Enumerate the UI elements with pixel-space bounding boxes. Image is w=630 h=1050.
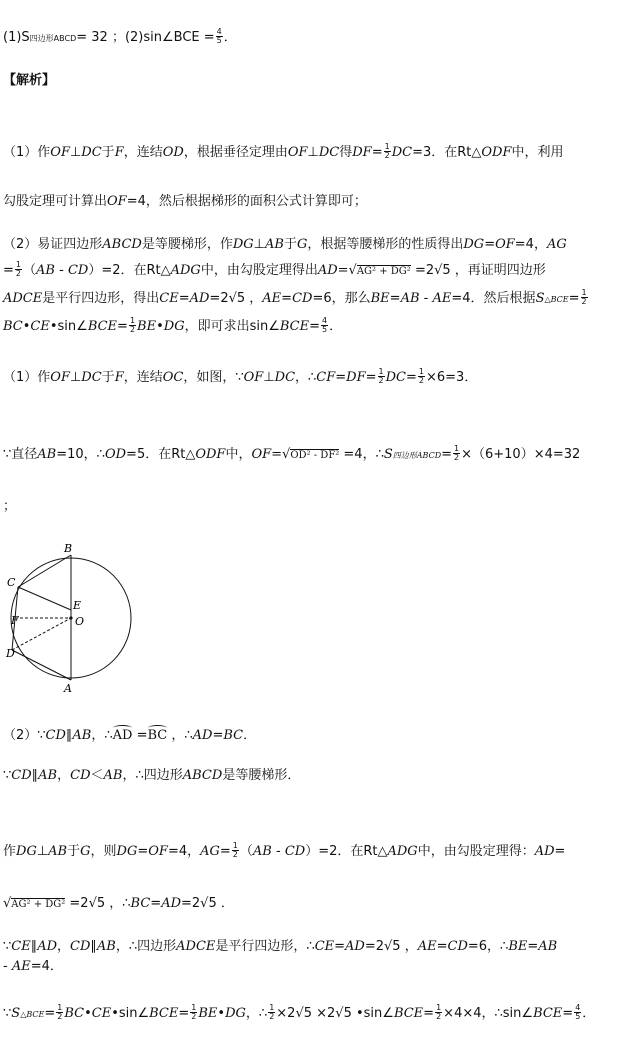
text-fragment: = [3,263,14,278]
text-fragment: = [132,728,148,743]
solution-s9 [3,1005,630,1024]
analysis-p2-line4 [3,318,630,336]
math-symbol: BC [130,896,151,911]
solution-s3 [3,727,630,745]
text-fragment: 2 [232,850,238,859]
math-symbol: AB [36,263,55,278]
label-F: F [11,614,19,627]
text-fragment: =10，∴ [56,447,105,462]
math-symbol: DC [318,145,340,160]
math-symbol: ODF [481,145,512,160]
text-fragment: ×4×4，∴sin∠ [443,1006,534,1021]
text-fragment: ∥ [30,939,38,954]
answer-line [3,29,630,48]
text-fragment: 于 [67,844,81,859]
text-fragment: ）=2．在Rt△ [88,263,171,278]
answer-part1-label: (1)S [3,30,30,45]
text-fragment: 4 [575,1003,581,1012]
math-symbol: BE [198,1006,218,1021]
math-symbol: S [535,291,545,306]
text-fragment: 于 [101,145,115,160]
text-fragment: • [84,1006,92,1021]
label-A: A [64,682,72,695]
answer-part2-fraction [216,28,223,45]
math-symbol: AD [189,291,210,306]
math-symbol: BCE [533,1006,563,1021]
text-fragment: = [212,728,224,743]
text-fragment: = [406,370,417,385]
text-fragment: 2 [57,1012,63,1021]
text-fragment: 1 [57,1003,63,1012]
text-fragment: （1）作 [3,370,51,385]
text-fragment: （ [23,263,37,278]
text-fragment: 2 [378,376,384,385]
text-fragment: ＜ [90,768,104,783]
math-symbol: CF [316,370,336,385]
text-fragment: ∥ [65,728,73,743]
text-fragment: 2 [269,1012,275,1021]
text-fragment: - [271,844,285,859]
text-fragment: = [334,939,346,954]
text-fragment: = [441,447,453,462]
math-symbol: AB [265,237,284,252]
fraction [435,1004,442,1021]
math-symbol: AD [345,939,365,954]
math-symbol: AG [546,237,567,252]
text-fragment: 2 [15,269,21,278]
math-symbol: BE [508,939,528,954]
solution-s7 [3,938,630,956]
text-fragment: ×2√5 ×2√5 •sin∠ [276,1006,394,1021]
text-fragment: = [44,1006,56,1021]
text-fragment: ⊥ [263,370,275,385]
text-fragment: 于 [101,370,115,385]
solution-s8 [3,958,630,976]
text-fragment: ，根据垂径定理由 [183,145,288,160]
label-O: O [75,615,85,628]
text-fragment: ，∴ [295,370,317,385]
text-fragment: ⊥ [307,145,319,160]
math-symbol: AB [103,768,123,783]
text-fragment: ，连结 [123,145,163,160]
text-fragment: ，∴ [245,1006,268,1021]
math-symbol: DF [346,370,366,385]
text-fragment: ∵ [3,768,12,783]
text-fragment: 5 [216,36,222,45]
fraction [321,317,328,334]
fraction [384,143,391,160]
math-symbol: BE [137,319,157,334]
analysis-p2-line2 [3,262,630,281]
text-fragment: ×6=3． [426,370,478,385]
text-fragment: =6，∴ [467,939,509,954]
math-symbol: ADCE [176,939,216,954]
text-fragment: （2）易证四边形 [3,237,103,252]
label-C: C [7,576,16,589]
math-symbol: F [114,370,124,385]
text-fragment: ⊥ [36,844,49,859]
math-symbol: ADG [170,263,201,278]
text-fragment: =4．然后根据 [451,291,536,306]
fraction [418,368,425,385]
math-symbol: BE [370,291,390,306]
text-fragment [338,263,411,278]
arc-BC: BC [147,728,168,743]
math-symbol: DC [81,145,102,160]
math-symbol: AB [252,844,272,859]
text-fragment: ×（6+10）×4=32 [461,447,581,462]
math-symbol: AD [161,896,182,911]
label-D: D [6,647,15,660]
math-symbol: AB [538,939,558,954]
text-fragment: ⊥ [69,370,82,385]
text-fragment: 作 [3,844,17,859]
text-fragment: =4， [167,844,201,859]
math-symbol: OF [287,145,308,160]
fraction [378,368,385,385]
text-fragment: = [423,1006,435,1021]
fraction [129,317,136,334]
math-symbol: ADG [387,844,418,859]
text-fragment: =2√5 ． [181,896,234,911]
math-symbol: CE [314,939,335,954]
text-fragment: ． [223,30,237,45]
math-symbol: CD [70,939,91,954]
math-symbol: CD [292,291,313,306]
text-fragment: =4，然后根据梯形的面积公式计算即可； [126,194,367,209]
text-fragment [271,447,339,462]
math-symbol: △BCE [544,295,569,304]
math-symbol: OF [243,370,264,385]
text-fragment: = [117,319,128,334]
math-symbol: ABCD [102,237,142,252]
math-symbol: AB [48,844,68,859]
geometry-figure [0,540,140,695]
text-fragment: 1 [378,367,384,376]
math-symbol: CD [67,263,89,278]
text-fragment: •sin∠ [49,319,88,334]
math-symbol: AG [200,844,220,859]
fraction [268,1004,275,1021]
text-fragment: 中， [225,447,252,462]
solution-s4 [3,767,630,785]
analysis-p1-line2 [3,193,630,211]
solution-s2 [3,446,630,465]
text-fragment: =3．在Rt△ [412,145,482,160]
text-fragment: =√ [271,447,291,462]
text-fragment: 1 [232,841,238,850]
math-symbol: S [383,447,393,462]
text-fragment: =2√5 ，∴ [65,896,131,911]
text-fragment [3,896,65,911]
text-fragment: 1 [269,1003,275,1012]
text-fragment: = [309,319,320,334]
text-fragment: =6，那么 [312,291,371,306]
text-fragment: ，根据等腰梯形的性质得出 [307,237,464,252]
math-symbol: BCE [279,319,310,334]
text-fragment: 勾股定理可计算出 [3,194,108,209]
fraction [232,842,239,859]
fraction [190,1004,197,1021]
text-fragment: 5 [575,1012,581,1021]
text-fragment: - [3,959,12,974]
text-fragment: 1 [581,288,587,297]
math-symbol: CE [159,291,179,306]
text-fragment: AG² + DG² [356,266,411,277]
text-fragment: 中，由勾股定理得： [417,844,535,859]
analysis-p2-line3 [3,290,630,309]
text-fragment: ）=2．在Rt△ [305,844,388,859]
text-fragment: √ [3,896,12,911]
text-fragment: （1）作 [3,145,51,160]
text-fragment: ， [57,768,71,783]
math-symbol: 四边形ABCD [392,451,442,460]
text-fragment: ⊥ [69,145,82,160]
text-fragment: • [156,319,164,334]
text-fragment: = [527,939,539,954]
math-symbol: CD [45,728,66,743]
math-symbol: CD [284,844,306,859]
math-symbol: AE [432,291,452,306]
text-fragment: ，则 [90,844,117,859]
text-fragment: 2 [436,1012,442,1021]
text-fragment: =4，∴ [339,447,384,462]
text-fragment: （ [239,844,253,859]
text-fragment: ， [57,939,71,954]
math-symbol: BC [223,728,244,743]
text-fragment: 2 [454,453,460,462]
math-symbol: BCE [149,1006,179,1021]
math-symbol: BC [3,319,23,334]
text-fragment: 1 [191,1003,197,1012]
math-symbol: AB [37,447,57,462]
math-symbol: BCE [393,1006,424,1021]
segment-CE [18,587,71,610]
math-symbol: DG [225,1006,246,1021]
math-symbol: ADCE [3,291,43,306]
analysis-p1-line1 [3,144,630,162]
text-fragment: =2√5 ， [209,291,263,306]
label-E: E [73,599,82,612]
math-symbol: DG [232,237,254,252]
math-symbol: CD [70,768,91,783]
math-symbol: OD [104,447,127,462]
math-symbol: AD [317,263,338,278]
text-fragment: ∥ [31,768,39,783]
text-fragment: = [484,237,496,252]
math-symbol: BCE [87,319,118,334]
text-fragment: 是平行四边形，∴ [215,939,315,954]
math-symbol: AB [38,768,58,783]
fraction [453,445,460,462]
text-fragment: = [365,370,377,385]
text-fragment: 2 [384,151,390,160]
section-title: 【解析】 [3,73,56,88]
math-symbol: DG [463,237,485,252]
text-fragment: ，∴四边形 [122,768,183,783]
math-symbol: OF [107,194,127,209]
fraction [574,1004,581,1021]
text-fragment: = [150,896,162,911]
math-symbol: △BCE [20,1010,45,1019]
segment-DA [12,650,71,680]
text-fragment: =√ [337,263,357,278]
text-fragment: 中，利用 [511,145,564,160]
math-symbol: DC [274,370,296,385]
text-fragment: =5．在Rt△ [126,447,196,462]
math-symbol: AD [37,939,58,954]
text-fragment: •sin∠ [111,1006,150,1021]
math-symbol: OD [162,145,184,160]
math-symbol: ODF [195,447,226,462]
text-fragment: 1 [384,142,390,151]
math-symbol: G [296,237,308,252]
math-symbol: DG [116,844,138,859]
arc-AD: AD [112,728,133,743]
text-fragment: 2 [191,1012,197,1021]
math-symbol: ABCD [182,768,223,783]
text-fragment: 是平行四边形，得出 [42,291,160,306]
math-symbol: S [11,1006,21,1021]
math-symbol: F [114,145,124,160]
text-fragment: ，∴ [167,728,193,743]
math-symbol: AE [262,291,282,306]
math-symbol: DF [352,145,372,160]
text-fragment: = [335,370,347,385]
text-fragment: - [54,263,68,278]
fraction [15,261,22,278]
text-fragment: • [217,1006,226,1021]
text-fragment: ． [329,319,343,334]
math-symbol: G [80,844,91,859]
point-O [69,616,72,619]
math-symbol: DC [81,370,102,385]
text-fragment: = [436,939,448,954]
text-fragment: ． [582,1006,596,1021]
math-symbol: OF [50,370,70,385]
text-fragment: 1 [15,260,21,269]
text-fragment: = [389,291,401,306]
fraction [581,289,588,306]
text-fragment: 4 [216,27,222,36]
text-fragment: 2 [581,297,587,306]
math-symbol: CE [30,319,50,334]
text-fragment: 2 [129,325,136,334]
text-fragment: ∵直径 [3,447,38,462]
math-symbol: AE [11,959,31,974]
text-fragment: 1 [129,316,136,325]
text-fragment: = [219,844,231,859]
math-symbol: CE [11,939,31,954]
text-fragment: - [419,291,433,306]
text-fragment: =4， [514,237,547,252]
math-symbol: AB [96,939,116,954]
text-fragment: = [568,291,580,306]
text-fragment: ，即可求出sin∠ [184,319,280,334]
text-fragment: 1 [418,367,424,376]
math-symbol: CE [91,1006,112,1021]
solution-s1 [3,369,630,387]
math-symbol: OC [162,370,184,385]
math-symbol: DC [391,145,413,160]
text-fragment: ∥ [90,939,97,954]
text-fragment: =4． [30,959,63,974]
math-symbol: AB [400,291,420,306]
text-fragment: ，∴四边形 [115,939,177,954]
text-fragment: = [178,1006,190,1021]
math-symbol: DG [16,844,37,859]
text-fragment: • [22,319,31,334]
text-fragment: = [178,291,190,306]
text-fragment: = [562,1006,574,1021]
label-B: B [64,542,73,555]
answer-part1-subscript: 四边形ABCD [29,34,77,43]
analysis-p2-line1 [3,236,630,254]
text-fragment: 2 [418,376,424,385]
segment-BC [18,555,71,587]
text-fragment: （2）∵ [3,728,46,743]
math-symbol: BC [64,1006,85,1021]
text-fragment: OD² - DF² [290,450,340,461]
math-symbol: OF [251,447,272,462]
math-symbol: OF [50,145,70,160]
text-fragment: ∵ [3,1006,12,1021]
answer-part1-value: = 32 ； [76,30,125,45]
text-fragment: ，连结 [123,370,163,385]
text-fragment: ，∴ [91,728,113,743]
text-fragment: AG² + DG² [11,899,66,910]
text-fragment: 中，由勾股定理得出 [200,263,318,278]
text-fragment: 是等腰梯形． [222,768,301,783]
answer-part2-label: (2)sin∠BCE = [124,30,215,45]
math-symbol: AD [534,844,555,859]
math-symbol: CD [447,939,468,954]
text-fragment: 是等腰梯形，作 [141,237,233,252]
segment-DO [12,618,71,650]
text-fragment: 4 [322,316,328,325]
text-fragment: 1 [454,444,460,453]
math-symbol: DC [385,370,406,385]
solution-s5 [3,843,630,861]
text-fragment: =2√5 ， [364,939,418,954]
math-symbol: CD [11,768,32,783]
text-fragment: ． [243,728,257,743]
solution-s6 [3,895,630,914]
text-fragment: 得 [339,145,353,160]
solution-s2-end: ； [3,499,17,514]
text-fragment: = [137,844,149,859]
text-fragment: = [371,145,383,160]
text-fragment: ∵ [3,939,12,954]
math-symbol: AD [192,728,213,743]
math-symbol: AB [72,728,92,743]
math-symbol: OF [148,844,168,859]
text-fragment: ⊥ [253,237,265,252]
text-fragment: 1 [436,1003,442,1012]
text-fragment: ，如图，∵ [183,370,244,385]
fraction [56,1004,63,1021]
math-symbol: AE [417,939,437,954]
text-fragment: = [281,291,293,306]
text-fragment: 于 [283,237,297,252]
math-symbol: DG [163,319,185,334]
text-fragment: =2√5 ，再证明四边形 [410,263,546,278]
math-symbol: OF [495,237,515,252]
text-fragment: 5 [322,325,328,334]
text-fragment: = [554,844,566,859]
